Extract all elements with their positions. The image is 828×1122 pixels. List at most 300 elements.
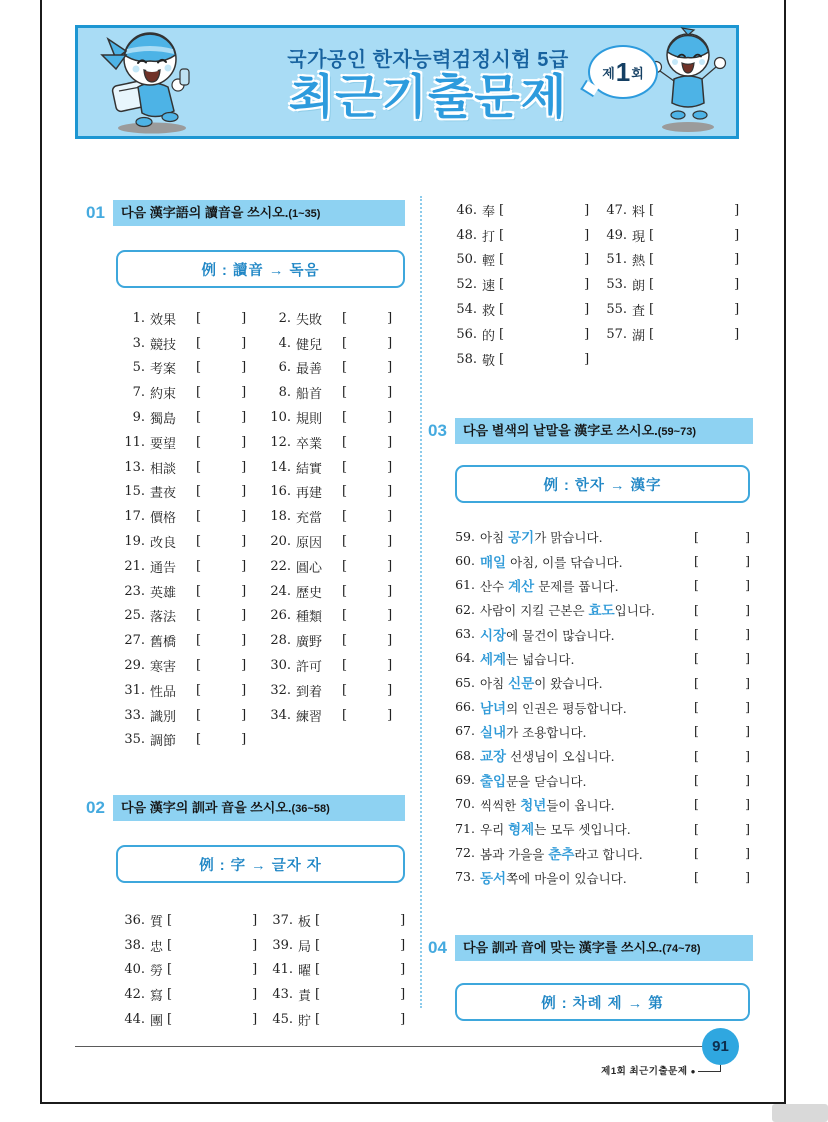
question-number: 24. <box>270 583 291 599</box>
hanja-character: 熱 <box>632 254 646 270</box>
hanja-word: 卒業 <box>296 436 323 452</box>
question-item <box>116 728 262 753</box>
footer-rule <box>75 1046 705 1047</box>
answer-bracket-open: [ <box>342 509 348 525</box>
answer-bracket-open: [ <box>342 410 348 426</box>
hanja-character: 質 <box>150 914 164 930</box>
question-number: 42. <box>124 986 145 1002</box>
highlighted-word: 시장 <box>480 627 507 643</box>
section-1-example-box <box>116 250 405 288</box>
question-item <box>116 504 262 529</box>
section-1-range: (1~35) <box>288 208 321 220</box>
sentence-list-59-73 <box>448 524 750 889</box>
answer-bracket-close: ] <box>241 658 247 674</box>
sentence-item <box>448 524 750 548</box>
hanja-character: 敬 <box>482 353 496 369</box>
question-number: 6. <box>278 360 291 376</box>
sentence-pre: 아침 <box>480 676 509 692</box>
question-number: 65. <box>455 674 475 690</box>
highlighted-word: 형제 <box>508 822 535 838</box>
sentence-post: 문을 닫습니다. <box>506 773 587 789</box>
section-2-header <box>86 795 405 821</box>
sentence-post: 쪽에 마을이 있습니다. <box>506 870 627 886</box>
question-number: 56. <box>456 326 477 342</box>
question-number: 3. <box>132 335 145 351</box>
mascot-boy-icon <box>86 25 212 140</box>
question-number: 29. <box>124 658 145 674</box>
question-item <box>262 703 406 728</box>
section-3-title-bar <box>455 418 753 444</box>
sentence-item <box>448 646 750 670</box>
answer-bracket-open: [ <box>342 608 348 624</box>
next-page-edge <box>772 1104 828 1122</box>
answer-bracket-open: [ <box>196 732 202 748</box>
question-number: 43. <box>272 986 293 1002</box>
answer-bracket-close: ] <box>734 326 740 342</box>
sentence-item <box>448 548 750 572</box>
hanja-word: 歷史 <box>296 585 323 601</box>
sentence-post: 가 맑습니다. <box>534 530 603 546</box>
hanja-character: 朗 <box>632 279 646 295</box>
question-item <box>262 455 406 480</box>
sentence-item <box>448 573 750 597</box>
question-number: 1. <box>132 310 145 326</box>
highlighted-word: 남녀 <box>480 700 507 716</box>
column-divider <box>420 196 422 1008</box>
hanja-character: 湖 <box>632 328 646 344</box>
answer-bracket-close: ] <box>400 962 406 978</box>
question-item <box>598 223 748 248</box>
question-number: 60. <box>455 553 475 569</box>
question-number: 26. <box>270 608 291 624</box>
answer-bracket-close: ] <box>745 650 750 666</box>
question-item <box>116 908 264 933</box>
answer-bracket-open: [ <box>196 707 202 723</box>
hanja-character: 團 <box>150 1013 164 1029</box>
question-number: 61. <box>455 577 475 593</box>
question-item <box>264 933 406 958</box>
section-4-header <box>428 935 753 961</box>
section-1-number: 01 <box>86 203 105 222</box>
answer-bracket-open: [ <box>499 277 505 293</box>
answer-bracket-open: [ <box>315 937 321 953</box>
sentence-item <box>448 792 750 816</box>
question-item <box>262 430 406 455</box>
sentence-post: 이 왔습니다. <box>534 676 603 692</box>
question-number: 23. <box>124 583 145 599</box>
question-item <box>116 957 264 982</box>
question-number: 14. <box>270 459 291 475</box>
highlighted-word: 세계 <box>480 651 507 667</box>
question-number: 72. <box>455 845 475 861</box>
hanja-word: 廣野 <box>296 635 323 651</box>
question-item <box>116 604 262 629</box>
question-item <box>448 223 598 248</box>
answer-bracket-close: ] <box>584 326 590 342</box>
question-item <box>448 248 598 273</box>
question-item <box>262 380 406 405</box>
sentence-item <box>448 865 750 889</box>
question-number: 16. <box>270 484 291 500</box>
answer-bracket-close: ] <box>745 772 750 788</box>
question-number: 35. <box>124 732 145 748</box>
answer-brackets <box>694 699 750 714</box>
hanja-word: 通告 <box>150 560 177 576</box>
highlighted-word: 춘추 <box>548 846 575 862</box>
badge-number: 1 <box>615 57 631 88</box>
question-list-46-58 <box>448 198 748 372</box>
question-number: 50. <box>456 252 477 268</box>
sentence-post: 들이 옵니다. <box>546 797 615 813</box>
question-item <box>116 653 262 678</box>
question-item <box>116 628 262 653</box>
answer-bracket-close: ] <box>387 583 393 599</box>
answer-bracket-open: [ <box>196 434 202 450</box>
question-number: 39. <box>272 937 293 953</box>
hanja-word: 改良 <box>150 536 177 552</box>
answer-brackets <box>694 748 750 763</box>
round-badge <box>588 45 658 99</box>
answer-bracket-open: [ <box>167 1011 173 1027</box>
hanja-character: 責 <box>298 988 312 1004</box>
answer-bracket-open: [ <box>315 912 321 928</box>
hanja-word: 識別 <box>150 709 177 725</box>
answer-bracket-close: ] <box>387 682 393 698</box>
hanja-character: 打 <box>482 229 496 245</box>
question-number: 20. <box>270 534 291 550</box>
answer-bracket-close: ] <box>387 410 393 426</box>
question-number: 27. <box>124 633 145 649</box>
answer-bracket-open: [ <box>315 962 321 978</box>
answer-bracket-open: [ <box>499 202 505 218</box>
question-number: 40. <box>124 962 145 978</box>
hanja-character: 査 <box>632 304 646 320</box>
hanja-word: 考案 <box>150 362 177 378</box>
sentence-text <box>480 599 694 619</box>
answer-bracket-open: [ <box>196 509 202 525</box>
answer-bracket-close: ] <box>252 1011 258 1027</box>
answer-bracket-open: [ <box>167 912 173 928</box>
hanja-word: 充當 <box>296 511 323 527</box>
hanja-word: 種類 <box>296 610 323 626</box>
question-number: 54. <box>456 302 477 318</box>
question-item <box>116 579 262 604</box>
answer-bracket-close: ] <box>387 608 393 624</box>
highlighted-word: 매일 <box>480 554 507 570</box>
answer-bracket-close: ] <box>584 277 590 293</box>
answer-bracket-open: [ <box>196 335 202 351</box>
question-number: 57. <box>606 326 627 342</box>
answer-bracket-close: ] <box>745 747 750 763</box>
section-3-header <box>428 418 753 444</box>
sentence-text <box>480 575 694 595</box>
answer-brackets <box>694 869 750 884</box>
question-number: 70. <box>455 796 475 812</box>
answer-bracket-close: ] <box>387 658 393 674</box>
answer-bracket-close: ] <box>387 509 393 525</box>
question-number: 46. <box>456 202 477 218</box>
answer-bracket-close: ] <box>387 633 393 649</box>
answer-bracket-close: ] <box>241 583 247 599</box>
section-4-title: 다음 訓과 音에 맞는 漢字를 쓰시오. <box>463 940 663 955</box>
hanja-word: 相談 <box>150 461 177 477</box>
answer-bracket-open: [ <box>342 310 348 326</box>
question-item <box>262 356 406 381</box>
answer-bracket-open: [ <box>342 707 348 723</box>
question-item <box>598 322 748 347</box>
answer-bracket-close: ] <box>745 553 750 569</box>
hanja-character: 曜 <box>298 964 312 980</box>
answer-brackets <box>694 626 750 641</box>
section-2-title-bar <box>113 795 405 821</box>
answer-bracket-open: [ <box>694 699 699 715</box>
hanja-word: 圓心 <box>296 560 323 576</box>
question-item <box>262 653 406 678</box>
banner-text-area <box>212 41 644 123</box>
sentence-text <box>480 745 694 765</box>
sentence-pre: 아침 <box>480 530 509 546</box>
question-number: 55. <box>606 302 627 318</box>
question-number: 38. <box>124 937 145 953</box>
sentence-text <box>480 770 694 790</box>
answer-bracket-open: [ <box>694 528 699 544</box>
answer-bracket-close: ] <box>387 434 393 450</box>
answer-bracket-close: ] <box>734 227 740 243</box>
answer-bracket-close: ] <box>252 912 258 928</box>
question-item <box>448 347 598 372</box>
answer-bracket-close: ] <box>241 509 247 525</box>
question-number: 32. <box>270 682 291 698</box>
answer-bracket-open: [ <box>342 484 348 500</box>
highlighted-word: 출입 <box>480 773 507 789</box>
answer-bracket-open: [ <box>342 335 348 351</box>
answer-bracket-close: ] <box>745 601 750 617</box>
question-number: 73. <box>455 869 475 885</box>
question-number: 19. <box>124 534 145 550</box>
question-number: 59. <box>455 528 475 544</box>
answer-bracket-close: ] <box>745 845 750 861</box>
answer-bracket-open: [ <box>196 459 202 475</box>
answer-bracket-close: ] <box>400 1011 406 1027</box>
answer-bracket-open: [ <box>342 583 348 599</box>
question-item <box>448 297 598 322</box>
section-3-example-box <box>455 465 750 503</box>
sentence-item <box>448 719 750 743</box>
section-3-title: 다음 별색의 낱말을 漢字로 쓰시오. <box>463 423 658 438</box>
answer-bracket-open: [ <box>196 484 202 500</box>
answer-bracket-close: ] <box>241 385 247 401</box>
answer-bracket-open: [ <box>499 227 505 243</box>
answer-bracket-open: [ <box>342 434 348 450</box>
answer-brackets <box>694 650 750 665</box>
section-1-example: 例 : 讀音 → 독음 <box>201 262 320 279</box>
sentence-post: 라고 합니다. <box>574 846 643 862</box>
question-number: 52. <box>456 277 477 293</box>
question-number: 53. <box>606 277 627 293</box>
answer-bracket-close: ] <box>241 608 247 624</box>
answer-bracket-open: [ <box>196 410 202 426</box>
answer-bracket-open: [ <box>694 674 699 690</box>
sentence-post: 가 조용합니다. <box>506 724 587 740</box>
answer-bracket-open: [ <box>499 326 505 342</box>
section-3-example: 例 : 한자 → 漢字 <box>543 477 662 494</box>
section-4-example-box <box>455 983 750 1021</box>
sentence-text <box>480 648 694 668</box>
sentence-pre: 산수 <box>480 578 509 594</box>
hanja-character: 輕 <box>482 254 496 270</box>
answer-bracket-open: [ <box>694 601 699 617</box>
question-item <box>448 272 598 297</box>
answer-bracket-open: [ <box>694 796 699 812</box>
question-item <box>116 380 262 405</box>
hanja-word: 規則 <box>296 412 323 428</box>
hanja-word: 結實 <box>296 461 323 477</box>
answer-bracket-close: ] <box>745 626 750 642</box>
sentence-post: 는 모두 셋입니다. <box>534 822 631 838</box>
answer-bracket-close: ] <box>584 252 590 268</box>
hanja-word: 要望 <box>150 436 177 452</box>
answer-bracket-open: [ <box>196 360 202 376</box>
answer-bracket-open: [ <box>196 583 202 599</box>
answer-bracket-open: [ <box>649 227 655 243</box>
answer-bracket-open: [ <box>694 553 699 569</box>
hanja-word: 最善 <box>296 362 323 378</box>
hanja-character: 貯 <box>298 1013 312 1029</box>
answer-brackets <box>694 845 750 860</box>
question-number: 45. <box>272 1011 293 1027</box>
highlighted-word: 청년 <box>520 797 547 813</box>
question-number: 13. <box>124 459 145 475</box>
answer-bracket-close: ] <box>252 962 258 978</box>
answer-bracket-open: [ <box>694 845 699 861</box>
answer-bracket-open: [ <box>342 558 348 574</box>
highlighted-word: 계산 <box>508 578 535 594</box>
answer-bracket-close: ] <box>734 277 740 293</box>
hanja-word: 舊橋 <box>150 635 177 651</box>
sentence-item <box>448 767 750 791</box>
answer-bracket-close: ] <box>400 937 406 953</box>
banner-subtitle: 국가공인 한자능력검정시험 5급 <box>287 49 569 72</box>
question-item <box>116 356 262 381</box>
hanja-character: 板 <box>298 914 312 930</box>
answer-bracket-close: ] <box>584 202 590 218</box>
question-item <box>264 908 406 933</box>
question-item <box>598 198 748 223</box>
hanja-character: 奉 <box>482 204 496 220</box>
hanja-word: 船首 <box>296 387 323 403</box>
question-number: 36. <box>124 912 145 928</box>
question-number: 68. <box>455 747 475 763</box>
question-item <box>116 554 262 579</box>
answer-bracket-open: [ <box>694 772 699 788</box>
hanja-character: 救 <box>482 304 496 320</box>
section-1-title-bar <box>113 200 405 226</box>
hanja-word: 寒害 <box>150 660 177 676</box>
highlighted-word: 신문 <box>508 676 535 692</box>
hanja-word: 約束 <box>150 387 177 403</box>
sentence-item <box>448 621 750 645</box>
sentence-post: 아침, 이를 닦습니다. <box>506 554 623 570</box>
answer-bracket-open: [ <box>196 658 202 674</box>
answer-bracket-close: ] <box>241 434 247 450</box>
hanja-word: 到着 <box>296 684 323 700</box>
sentence-text <box>480 794 694 814</box>
question-number: 21. <box>124 558 145 574</box>
footer-caption-text: 제1회 최근기출문제 <box>601 1066 688 1077</box>
answer-bracket-open: [ <box>196 558 202 574</box>
hanja-word: 調節 <box>150 734 177 750</box>
highlighted-word: 실내 <box>480 724 507 740</box>
hanja-character: 速 <box>482 279 496 295</box>
answer-bracket-close: ] <box>387 385 393 401</box>
answer-bracket-close: ] <box>745 674 750 690</box>
question-number: 62. <box>455 601 475 617</box>
answer-bracket-open: [ <box>167 986 173 1002</box>
hanja-character: 忠 <box>150 939 164 955</box>
hanja-word: 許可 <box>296 660 323 676</box>
answer-bracket-close: ] <box>241 558 247 574</box>
sentence-post: 문제를 풉니다. <box>534 578 619 594</box>
answer-bracket-close: ] <box>387 558 393 574</box>
answer-bracket-close: ] <box>387 707 393 723</box>
answer-bracket-close: ] <box>400 986 406 1002</box>
question-number: 30. <box>270 658 291 674</box>
hanja-word: 再建 <box>296 486 323 502</box>
question-item <box>264 982 406 1007</box>
question-item <box>116 480 262 505</box>
answer-bracket-close: ] <box>241 682 247 698</box>
question-number: 63. <box>455 626 475 642</box>
answer-bracket-close: ] <box>252 986 258 1002</box>
answer-bracket-open: [ <box>167 937 173 953</box>
question-item <box>264 1007 406 1032</box>
hanja-word: 性品 <box>150 684 177 700</box>
sentence-post: 는 넓습니다. <box>506 651 575 667</box>
sentence-text <box>480 843 694 863</box>
answer-bracket-open: [ <box>196 310 202 326</box>
section-2-example: 例 : 字 → 글자 자 <box>199 857 322 874</box>
answer-bracket-open: [ <box>649 202 655 218</box>
question-item <box>116 678 262 703</box>
question-number: 12. <box>270 434 291 450</box>
answer-bracket-open: [ <box>694 650 699 666</box>
header-banner <box>75 25 739 139</box>
question-item <box>262 405 406 430</box>
sentence-item <box>448 670 750 694</box>
answer-bracket-open: [ <box>499 302 505 318</box>
answer-bracket-close: ] <box>584 227 590 243</box>
page-number-badge <box>702 1028 739 1065</box>
sentence-text <box>480 721 694 741</box>
highlighted-word: 교장 <box>480 749 507 765</box>
answer-bracket-close: ] <box>241 459 247 475</box>
answer-bracket-close: ] <box>400 912 406 928</box>
sentence-pre: 우리 <box>480 822 509 838</box>
answer-brackets <box>694 723 750 738</box>
answer-bracket-open: [ <box>342 385 348 401</box>
answer-bracket-close: ] <box>745 723 750 739</box>
section-2-range: (36~58) <box>291 803 330 815</box>
section-1-header <box>86 200 405 226</box>
sentence-text <box>480 697 694 717</box>
question-number: 18. <box>270 509 291 525</box>
question-number: 10. <box>270 410 291 426</box>
answer-bracket-open: [ <box>342 534 348 550</box>
question-number: 7. <box>132 385 145 401</box>
answer-bracket-close: ] <box>241 360 247 376</box>
section-2-example-box <box>116 845 405 883</box>
answer-brackets <box>694 577 750 592</box>
